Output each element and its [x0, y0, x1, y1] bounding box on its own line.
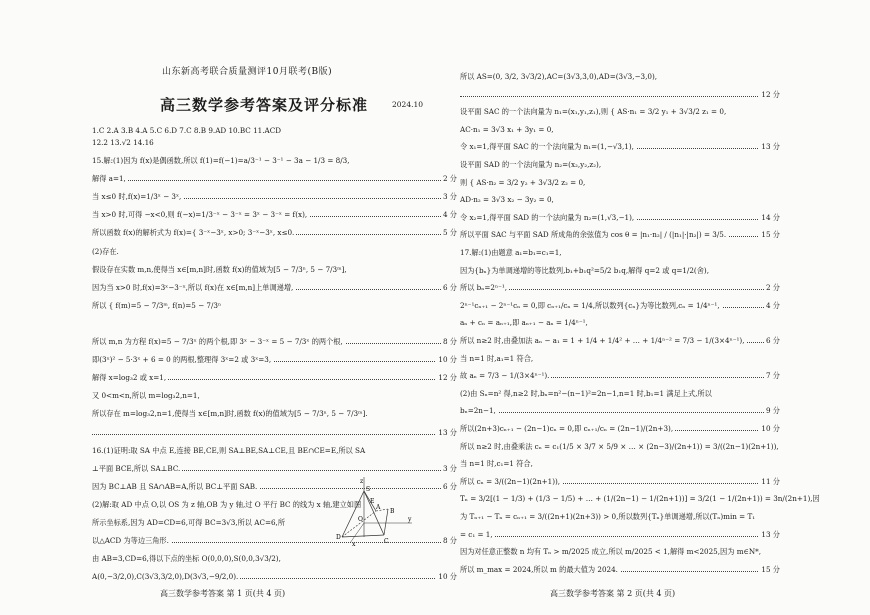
solution-text: = c₁ = 1, — [460, 529, 493, 539]
solution-line: Tₙ = 3/2[(1 − 1/3) + (1/3 − 1/5) + … + (1/(2n−1) − 1/(2n+1))] = 3/2(1 − 1/(2n+1)) = 3n/(2n+1),因 — [460, 494, 820, 504]
solution-text: 所以函数 f(x)的解析式为 f(x)={ 3⁻ˣ−3ˣ, x>0; 3⁻ˣ−3ˣ, x≤0. — [92, 228, 295, 238]
solution-line: 因为{bₙ}为单调递增的等比数列,b₁+b₁q²=5/2 b₁q,解得 q=2 或 q=1/2(舍), — [460, 265, 709, 275]
solution-line: 设平面 SAD 的一个法向量为 n₂=(x₂,y₂,z₂), — [460, 160, 602, 169]
solution-line: 所以 AS=(0, 3/2, 3√3/2),AC=(3√3,3,0),AD=(3√3,−3,0), — [460, 72, 658, 81]
dot-leader — [92, 434, 441, 435]
solution-text: 所以(2n+3)cₙ₊₁ − (2n−1)cₙ = 0,即 cₙ₊₁/cₙ = (2n−1)/(2n+3), — [460, 424, 674, 433]
score-mark: 13 分 — [438, 427, 457, 437]
solution-line — [92, 174, 457, 183]
choice-answers-row-1: 1.C 2.A 3.B 4.A 5.C 6.D 7.C 8.B 9.AD 10.BC 11.ACD — [92, 126, 281, 135]
solution-text: 所以 cₙ = 3/((2n−1)(2n+1)), — [460, 476, 561, 486]
solution-line: 因为对任意正整数 n 均有 Tₙ > m/2025 成立,所以 m/2025 < 1,解得 m<2025,因为 m∈N*, — [460, 547, 762, 557]
page-2-column — [460, 0, 820, 615]
score-mark: 15 分 — [761, 564, 780, 574]
score-mark: 5 分 — [442, 228, 457, 238]
solution-text: 当 x≤0 时,f(x)=1/3ˣ − 3ˣ, — [92, 192, 182, 202]
solution-line: AC·n₁ = 3√3 x₁ + 3y₁ = 0, — [460, 124, 554, 134]
exam-name: 山东新高考联合质量测评10月联考(B版) — [162, 67, 333, 77]
solution-text: A(0,−3/2,0),C(3√3,3/2,0),D(3√3,−9/2,0). — [92, 572, 239, 582]
fig-label-b: B — [390, 508, 395, 515]
fig-label-x: x — [352, 541, 356, 548]
dot-leader — [460, 96, 764, 97]
solution-text: 故 aₙ = 7/3 − 1/(3×4ⁿ⁻¹). — [460, 371, 550, 381]
solution-line — [92, 428, 457, 437]
score-mark: 15 分 — [761, 230, 780, 240]
solution-text: 令 x₁=1,得平面 SAC 的一个法向量为 n₁=(1,−√3,1), — [460, 142, 634, 152]
solution-line: 设平面 SAC 的一个法向量为 n₁=(x₁,y₁,z₁),则 { AS·n₁ = 3/2 y₁ + 3√3/2 z₁ = 0, — [460, 107, 727, 117]
solution-line: aₙ + cₙ = aₙ₊₁,即 aₙ₊₁ − aₙ = 1/4ⁿ⁻¹, — [460, 318, 588, 328]
solution-text: 所以 m_max = 2024,所以 m 的最大值为 2024. — [460, 564, 618, 574]
solution-line — [460, 142, 780, 151]
page-footer-1: 高三数学参考答案 第 1 页(共 4 页) — [160, 589, 286, 598]
solution-line — [92, 337, 457, 346]
solution-line: 又 0<m<n,所以 m=log₃2,n=1, — [92, 391, 200, 401]
solution-text: bₙ=2n−1, — [460, 406, 496, 416]
solution-text: 所以 n≥2 时,由叠加法 aₙ − a₁ = 1 + 1/4 + 1/4² + … + 1/4ⁿ⁻² = 7/3 − 1/(3×4ⁿ⁻¹), — [460, 336, 745, 345]
page-footer-2: 高三数学参考答案 第 2 页(共 4 页) — [550, 589, 676, 598]
score-mark: 8 分 — [442, 337, 457, 346]
solution-text: 因为当 x>0 时,f(x)=3ˣ−3⁻ˣ,所以 f(x)在 x∈[m,n]上单调递增, — [92, 282, 294, 292]
score-mark: 14 分 — [761, 212, 780, 222]
score-mark: 11 分 — [761, 476, 780, 486]
choice-answers-row-2: 12.2 13.√2 14.16 — [92, 138, 154, 147]
solution-line: 所以 n≥2 时,由叠乘法 cₙ = c₁(1/5 × 3/7 × 5/9 × … × (2n−3)/(2n+1)) = 3/((2n−1)(2n+1)), — [460, 441, 779, 451]
solution-line — [460, 90, 780, 99]
score-mark: 9 分 — [765, 406, 780, 416]
solution-line: 假设存在实数 m,n,使得当 x∈[m,n]时,函数 f(x)的值域为[5 − 7/3ⁿ, 5 − 7/3ᵐ], — [92, 264, 347, 274]
solution-line — [460, 336, 780, 345]
solution-line — [460, 283, 780, 292]
solution-line — [460, 371, 780, 380]
score-mark: 3 分 — [442, 192, 457, 202]
solution-line: 所以 { f(m)=5 − 7/3ᵐ, f(n)=5 − 7/3ⁿ — [92, 300, 222, 310]
solution-line: (2)存在. — [92, 246, 119, 256]
score-mark: 7 分 — [765, 371, 780, 381]
solution-text: 当 x>0 时,可得 −x<0,则 f(−x)=1/3⁻ˣ − 3⁻ˣ = 3ˣ − 3⁻ˣ = f(x), — [92, 210, 308, 220]
solution-text: 解得 x=log₃2 或 x=1, — [92, 373, 167, 383]
solution-line: AD·n₂ = 3√3 x₂ − 3y₂ = 0, — [460, 195, 554, 205]
page-title: 高三数学参考答案及评分标准 — [160, 96, 369, 114]
solution-line — [92, 373, 457, 382]
fig-label-s: S — [366, 486, 371, 493]
solution-line — [92, 228, 457, 237]
solution-line — [92, 192, 457, 201]
dot-leader — [92, 180, 441, 181]
fig-label-c: C — [384, 538, 389, 545]
solution-text: 即(3ˣ)² − 5·3ˣ + 6 = 0 的两根,整理得 3ˣ=2 或 3ˣ=3, — [92, 355, 272, 365]
score-mark: 13 分 — [761, 142, 780, 152]
solution-text: 2ⁿ⁻¹cₙ₊₁ − 2ⁿ⁻¹cₙ = 0,即 cₙ₊₁/cₙ = 1/4,所以数列{cₙ}为等比数列,cₙ = 1/4ⁿ⁻¹, — [460, 300, 720, 310]
score-mark: 12 分 — [761, 89, 780, 99]
solution-line: (2)解:取 AD 中点 O,以 OS 为 z 轴,OB 为 y 轴,过 O 平行 BC 的线为 x 轴,建立如图 — [92, 499, 362, 509]
score-mark: 4 分 — [765, 300, 780, 310]
dot-leader — [460, 412, 764, 413]
solution-line — [92, 572, 457, 581]
solution-line: 当 n=1 时,a₁=1 符合, — [460, 353, 534, 363]
solution-line — [460, 301, 780, 310]
exam-date: 2024.10 — [392, 100, 424, 109]
solution-line — [92, 210, 457, 219]
solution-text: 所以 bₙ=2ⁿ⁻¹, — [460, 283, 508, 293]
fig-label-e: E — [370, 498, 375, 505]
solution-line — [460, 230, 780, 239]
solution-line — [460, 424, 780, 433]
score-mark: 6 分 — [765, 336, 780, 345]
solution-line: (2)由 Sₙ=n² 得,n≥2 时,bₙ=n²−(n−1)²=2n−1,n=1 时,b₁=1 满足上式,所以 — [460, 388, 712, 398]
solution-line — [460, 565, 780, 574]
solution-line: 所以存在 m=log₃2,n=1,使得当 x∈[m,n]时,函数 f(x)的值域为[5 − 7/3ⁿ, 5 − 7/3ᵐ]. — [92, 409, 368, 419]
solution-line — [460, 213, 780, 222]
dot-leader — [460, 536, 764, 537]
solution-line: 所示坐标系,因为 AD=CD=6,可得 BC=3√3,所以 AC=6,所 — [92, 518, 286, 527]
solution-line: 16.(1)证明:取 SA 中点 E,连接 BE,CE,则 SA⊥BE,SA⊥CE,且 BE∩CE=E,所以 SA — [92, 445, 366, 455]
solution-text: 令 x₂=1,得平面 SAD 的一个法向量为 n₂=(1,√3,−1), — [460, 212, 635, 222]
score-mark: 10 分 — [438, 572, 457, 582]
solution-text: 解得 a=1, — [92, 174, 126, 184]
solution-line — [92, 464, 457, 473]
solution-text: 所以 m,n 为方程 f(x)=5 − 7/3ˣ 的两个根,即 3ˣ − 3⁻ˣ = 5 − 7/3ˣ 的两个根, — [92, 337, 343, 346]
solution-line: 15.解:(1)因为 f(x)是偶函数,所以 f(1)=f(−1)=a/3⁻¹ − 3⁻¹ − 3a − 1/3 = 8/3, — [92, 156, 350, 165]
score-mark: 6 分 — [442, 481, 457, 491]
score-mark: 6 分 — [442, 282, 457, 292]
solution-line: 17.解:(1)由题意 a₁=b₁=c₁=1, — [460, 248, 562, 257]
solution-line — [92, 355, 457, 364]
fig-label-a: A — [376, 504, 381, 511]
fig-label-y: y — [408, 516, 412, 523]
solution-text: ⊥平面 BCE,所以 SA⊥BC. — [92, 463, 181, 473]
solution-line — [460, 477, 780, 486]
score-mark: 10 分 — [761, 424, 780, 433]
score-mark: 3 分 — [442, 463, 457, 473]
solution-line: 由 AB=3,CD=6,得以下点的坐标 O(0,0,0),S(0,0,3√3/2), — [92, 554, 281, 564]
solution-line: 当 n=1 时,c₁=1 符合, — [460, 459, 533, 469]
solution-line — [460, 530, 780, 539]
score-mark: 2 分 — [765, 283, 780, 293]
fig-label-d: D — [336, 534, 341, 541]
solution-line — [92, 283, 457, 292]
fig-label-o: O — [358, 516, 363, 523]
solution-line — [460, 406, 780, 415]
solution-text: 所以平面 SAC 与平面 SAD 所成角的余弦值为 cos θ = |n₁·n₂| / (|n₁|·|n₂|) = 3/5. — [460, 230, 727, 240]
solution-line: 则 { AS·n₂ = 3/2 y₂ + 3√3/2 z₂ = 0, — [460, 177, 586, 187]
score-mark: 2 分 — [442, 174, 457, 184]
fig-label-z: z — [360, 478, 364, 485]
score-mark: 4 分 — [442, 210, 457, 220]
score-mark: 10 分 — [438, 355, 457, 365]
score-mark: 8 分 — [442, 536, 457, 546]
score-mark: 12 分 — [438, 373, 457, 383]
score-mark: 13 分 — [761, 529, 780, 539]
solution-text: 以△ACD 为等边三角形. — [92, 536, 169, 546]
solution-text: 因为 BC⊥AB 且 SA∩AB=A,所以 BC⊥平面 SAB. — [92, 481, 258, 491]
solution-line: 为 Tₙ₊₁ − Tₙ = cₙ₊₁ = 3/((2n+1)(2n+3)) > 0,所以数列{Tₙ}单调递增,所以(Tₙ)min = T₁ — [460, 512, 756, 521]
